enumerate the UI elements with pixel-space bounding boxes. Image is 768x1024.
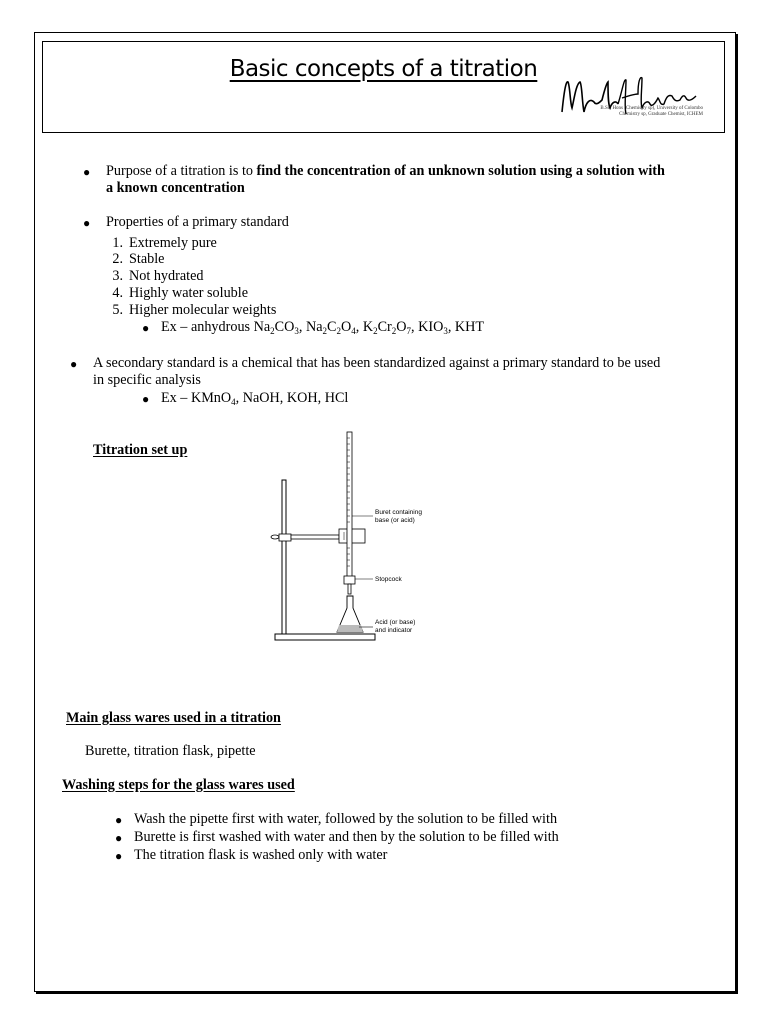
label-flask-2: and indicator xyxy=(375,627,413,634)
stand-base xyxy=(275,634,375,640)
list-number: 5. xyxy=(112,302,123,318)
primary-standard-lead: Properties of a primary standard xyxy=(106,214,289,230)
primary-example: Ex – anhydrous $Na_2CO_3$, $Na_2C_2O_4$, $K_2Cr_2O_7$, $KIO_3$, KHT xyxy=(161,319,485,336)
header-box xyxy=(42,41,725,133)
list-number: 1. xyxy=(112,235,123,251)
list-item: Highly water soluble xyxy=(129,285,248,301)
bullet-icon: ● xyxy=(115,813,123,827)
label-stopcock: Stopcock xyxy=(375,576,402,583)
glassware-text: Burette, titration flask, pipette xyxy=(85,743,256,759)
list-item: Extremely pure xyxy=(129,235,217,251)
secondary-standard-paragraph: A secondary standard is a chemical that has been standardized against a primary standard to be used in specific analysis xyxy=(93,355,661,388)
stopcock xyxy=(344,576,355,584)
list-item: The titration flask is washed only with water xyxy=(134,847,388,863)
list-number: 3. xyxy=(112,268,123,284)
label-burette-2: base (or acid) xyxy=(375,517,415,524)
bullet-icon: ● xyxy=(142,392,150,406)
label-flask: Acid (or base) xyxy=(375,619,416,626)
list-item: Stable xyxy=(129,251,165,267)
titration-setup-diagram xyxy=(255,428,455,650)
glassware-heading: Main glass wares used in a titration xyxy=(66,710,281,726)
bullet-icon: ● xyxy=(142,321,150,335)
bullet-icon: ● xyxy=(70,357,78,371)
list-item: Not hydrated xyxy=(129,268,204,284)
list-item: Burette is first washed with water and then by the solution to be filled with xyxy=(134,829,559,845)
purpose-paragraph: Purpose of a titration is to find the concentration of an unknown solution using a solution with a known concentration xyxy=(106,163,665,196)
clamp-arm xyxy=(291,535,339,539)
page-title: Basic concepts of a titration xyxy=(229,56,538,82)
list-item: Wash the pipette first with water, followed by the solution to be filled with xyxy=(134,811,558,827)
label-burette: Buret containing xyxy=(375,509,422,516)
list-item: Higher molecular weights xyxy=(129,302,277,318)
burette xyxy=(347,432,352,578)
signature-caption: B.Sc. Hons (Chemistry sp), University of Colombo Chemistry sp, Graduate Chemist, ICHEM xyxy=(600,106,703,117)
bullet-icon: ● xyxy=(115,831,123,845)
washing-heading: Washing steps for the glass wares used xyxy=(62,777,295,793)
bullet-icon: ● xyxy=(115,849,123,863)
list-number: 4. xyxy=(112,285,123,301)
bullet-icon: ● xyxy=(83,216,91,230)
secondary-example: Ex – KMnO$_4$, NaOH, KOH, HCl xyxy=(161,390,349,407)
stand-rod xyxy=(282,480,286,634)
bullet-icon: ● xyxy=(83,165,91,179)
list-number: 2. xyxy=(112,251,123,267)
setup-heading: Titration set up xyxy=(93,442,188,458)
